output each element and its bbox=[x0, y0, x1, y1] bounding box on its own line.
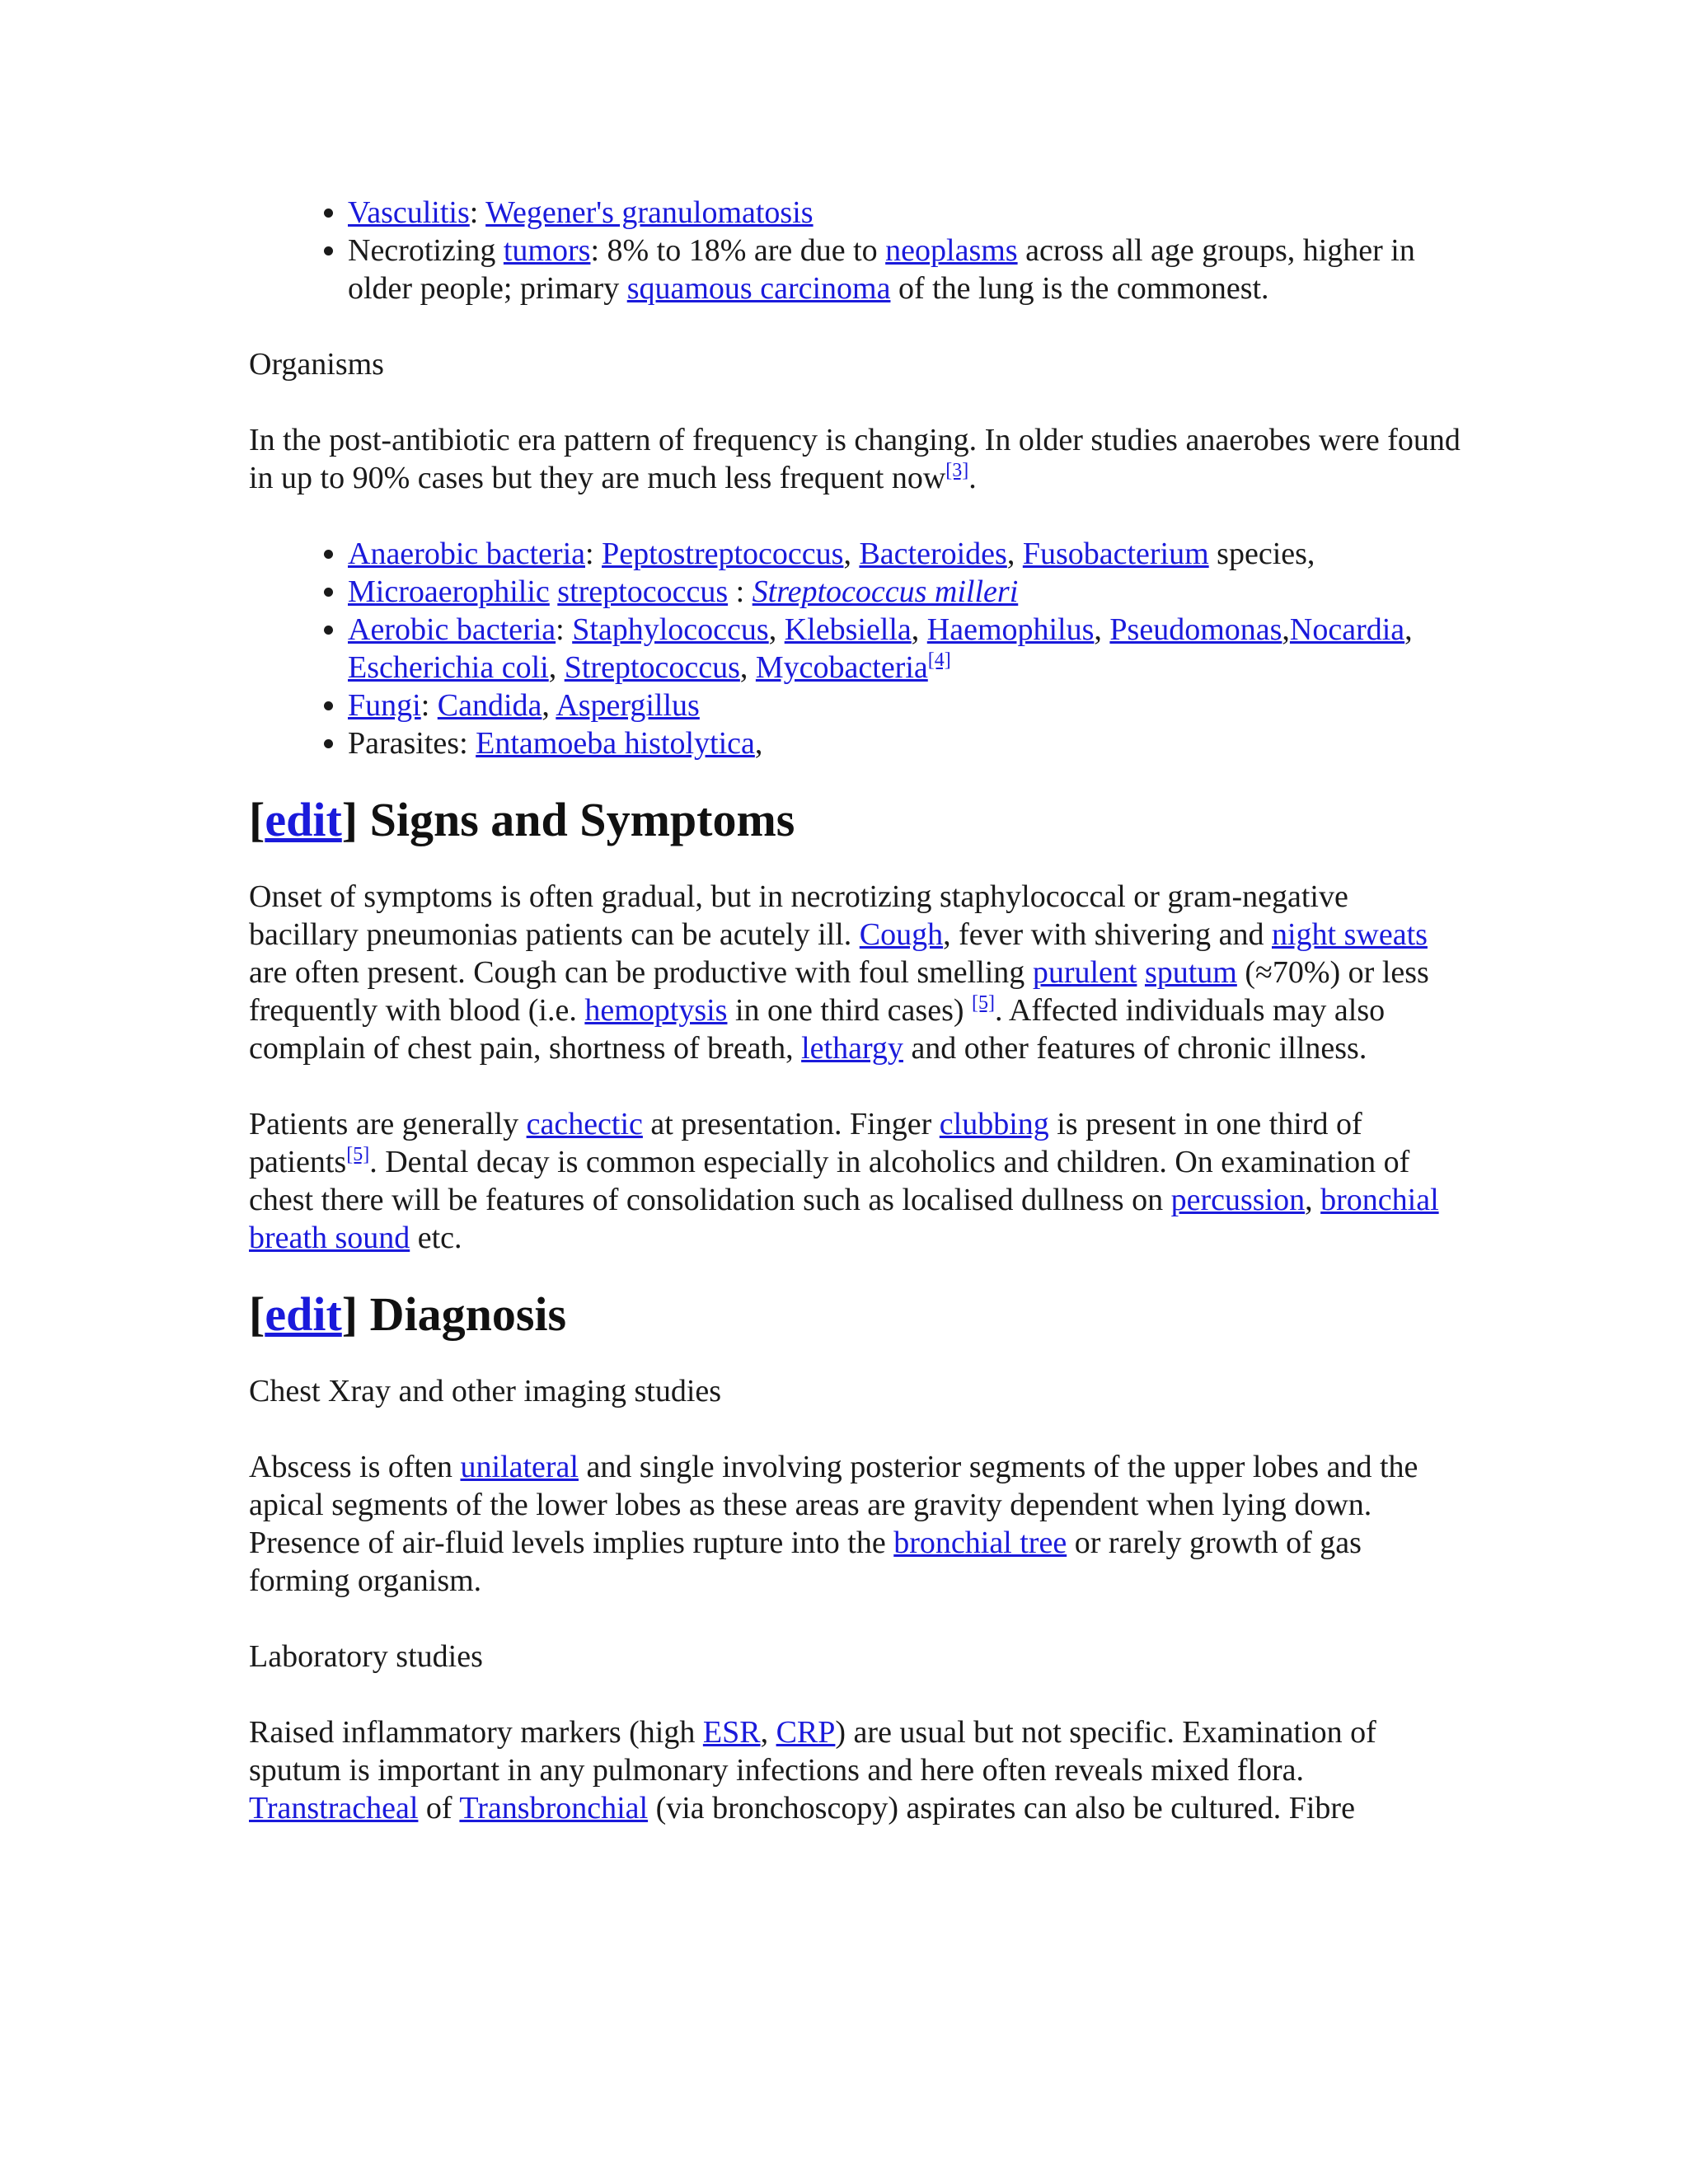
squamous-carcinoma-link[interactable]: squamous carcinoma bbox=[626, 271, 891, 306]
candida-link[interactable]: Candida bbox=[437, 688, 542, 723]
list-item: • Microaerophilic streptococcus : Streptococcus milleri bbox=[348, 573, 1461, 611]
list-item: • Anaerobic bacteria: Peptostreptococcus, Bacteroides, Fusobacterium species, bbox=[348, 535, 1461, 573]
cough-link[interactable]: Cough bbox=[859, 917, 944, 952]
diagnosis-paragraph-1: Abscess is often unilateral and single involving posterior segments of the upper lobes and the apical segments of the lower lobes as these areas are gravity dependent when lying down. Presence of air-fluid levels implies rupture into the bronchial tree or rarely growth of gas forming organism. bbox=[249, 1450, 1418, 1598]
anaerobic-bacteria-link[interactable]: Anaerobic bacteria bbox=[348, 537, 585, 571]
edit-link[interactable]: edit bbox=[265, 1287, 342, 1341]
aerobic-bacteria-link[interactable]: Aerobic bacteria bbox=[348, 612, 556, 647]
reference-3-link[interactable]: [3] bbox=[945, 460, 969, 481]
diagnosis-paragraph-2: Raised inflammatory markers (high ESR, CRP) are usual but not specific. Examination of sputum is important in any pulmonary infections and here often reveals mixed flora. Transtracheal of Transbronchial (via bronchoscopy) aspirates can also be cultured. Fibre bbox=[249, 1715, 1376, 1825]
bronchial-tree-link[interactable]: bronchial tree bbox=[893, 1526, 1067, 1560]
section-heading-diagnosis: [edit] Diagnosis bbox=[249, 1287, 567, 1341]
list-item: • Necrotizing tumors: 8% to 18% are due to neoplasms across all age groups, higher in older people; primary squamous carcinoma of the lung is the commonest. bbox=[348, 232, 1461, 307]
haemophilus-link[interactable]: Haemophilus bbox=[926, 612, 1095, 647]
clubbing-link[interactable]: clubbing bbox=[939, 1107, 1049, 1141]
organisms-heading: Organisms bbox=[249, 347, 384, 382]
escherichia-coli-link[interactable]: Escherichia coli bbox=[348, 650, 549, 685]
list-item: • Aerobic bacteria: Staphylococcus, Klebsiella, Haemophilus, Pseudomonas,Nocardia, Escherichia coli, Streptococcus, Mycobacteria[4] bbox=[348, 611, 1461, 687]
tumors-link[interactable]: tumors bbox=[503, 233, 591, 268]
signs-paragraph-1: Onset of symptoms is often gradual, but in necrotizing staphylococcal or gram-negative bacillary pneumonias patients can be acutely ill. Cough, fever with shivering and night sweats are often present. Cough can be productive with foul smelling purulent sputum (≈70%) or less frequently with blood (i.e. hemoptysis in one third cases) [5]. Affected individuals may also complain of chest pain, shortness of breath, lethargy and other features of chronic illness. bbox=[249, 879, 1429, 1066]
night-sweats-link[interactable]: night sweats bbox=[1272, 917, 1428, 952]
bronchial-breath-sound-link[interactable]: bronchial breath sound bbox=[249, 1183, 1439, 1255]
list-item: • Vasculitis: Wegener's granulomatosis bbox=[348, 194, 1461, 232]
transtracheal-link[interactable]: Transtracheal bbox=[249, 1791, 419, 1825]
neoplasms-link[interactable]: neoplasms bbox=[885, 233, 1018, 268]
hemoptysis-link[interactable]: hemoptysis bbox=[584, 993, 728, 1028]
cachectic-link[interactable]: cachectic bbox=[526, 1107, 643, 1141]
article-content bbox=[249, 194, 1461, 1827]
transbronchial-link[interactable]: Transbronchial bbox=[459, 1791, 649, 1825]
purulent-link[interactable]: purulent bbox=[1032, 955, 1137, 990]
streptococcus-link[interactable]: streptococcus bbox=[557, 574, 729, 609]
entamoeba-link[interactable]: Entamoeba histolytica bbox=[476, 726, 755, 761]
unilateral-link[interactable]: unilateral bbox=[460, 1450, 579, 1484]
laboratory-subheading: Laboratory studies bbox=[249, 1639, 483, 1674]
fusobacterium-link[interactable]: Fusobacterium bbox=[1022, 537, 1209, 571]
staphylococcus-link[interactable]: Staphylococcus bbox=[572, 612, 769, 647]
mycobacteria-link[interactable]: Mycobacteria bbox=[755, 650, 928, 685]
microaerophilic-link[interactable]: Microaerophilic bbox=[348, 574, 550, 609]
aspergillus-link[interactable]: Aspergillus bbox=[556, 688, 700, 723]
reference-5-link[interactable]: [5] bbox=[346, 1144, 370, 1165]
list-item: • Fungi: Candida, Aspergillus bbox=[348, 687, 1461, 724]
imaging-subheading: Chest Xray and other imaging studies bbox=[249, 1374, 722, 1408]
bacteroides-link[interactable]: Bacteroides bbox=[859, 537, 1007, 571]
vasculitis-link[interactable]: Vasculitis bbox=[348, 195, 470, 230]
section-heading-signs: [edit] Signs and Symptoms bbox=[249, 793, 795, 846]
sputum-link[interactable]: sputum bbox=[1144, 955, 1237, 990]
pseudomonas-link[interactable]: Pseudomonas bbox=[1109, 612, 1282, 647]
esr-link[interactable]: ESR bbox=[702, 1715, 761, 1750]
fungi-link[interactable]: Fungi bbox=[348, 688, 421, 723]
list-item: • Parasites: Entamoeba histolytica, bbox=[348, 724, 1461, 762]
organisms-intro: In the post-antibiotic era pattern of frequency is changing. In older studies anaerobes were found in up to 90% cases but they are much less frequent now[3]. bbox=[249, 423, 1461, 495]
causes-list bbox=[249, 194, 1461, 307]
percussion-link[interactable]: percussion bbox=[1170, 1183, 1306, 1217]
organisms-list bbox=[249, 535, 1461, 762]
streptococcus-milleri-link[interactable]: Streptococcus milleri bbox=[752, 574, 1019, 609]
peptostreptococcus-link[interactable]: Peptostreptococcus bbox=[602, 537, 844, 571]
reference-4-link[interactable]: [4] bbox=[927, 649, 951, 671]
crp-link[interactable]: CRP bbox=[776, 1715, 836, 1750]
wegener-link[interactable]: Wegener's granulomatosis bbox=[485, 195, 814, 230]
klebsiella-link[interactable]: Klebsiella bbox=[784, 612, 912, 647]
reference-5-link[interactable]: [5] bbox=[972, 992, 995, 1014]
streptococcus-genus-link[interactable]: Streptococcus bbox=[564, 650, 740, 685]
nocardia-link[interactable]: Nocardia bbox=[1289, 612, 1405, 647]
signs-paragraph-2: Patients are generally cachectic at presentation. Finger clubbing is present in one third of patients[5]. Dental decay is common especially in alcoholics and children. On examination of chest there will be features of consolidation such as localised dullness on percussion, bronchial breath sound etc. bbox=[249, 1107, 1439, 1255]
edit-link[interactable]: edit bbox=[265, 793, 342, 846]
lethargy-link[interactable]: lethargy bbox=[801, 1031, 903, 1066]
